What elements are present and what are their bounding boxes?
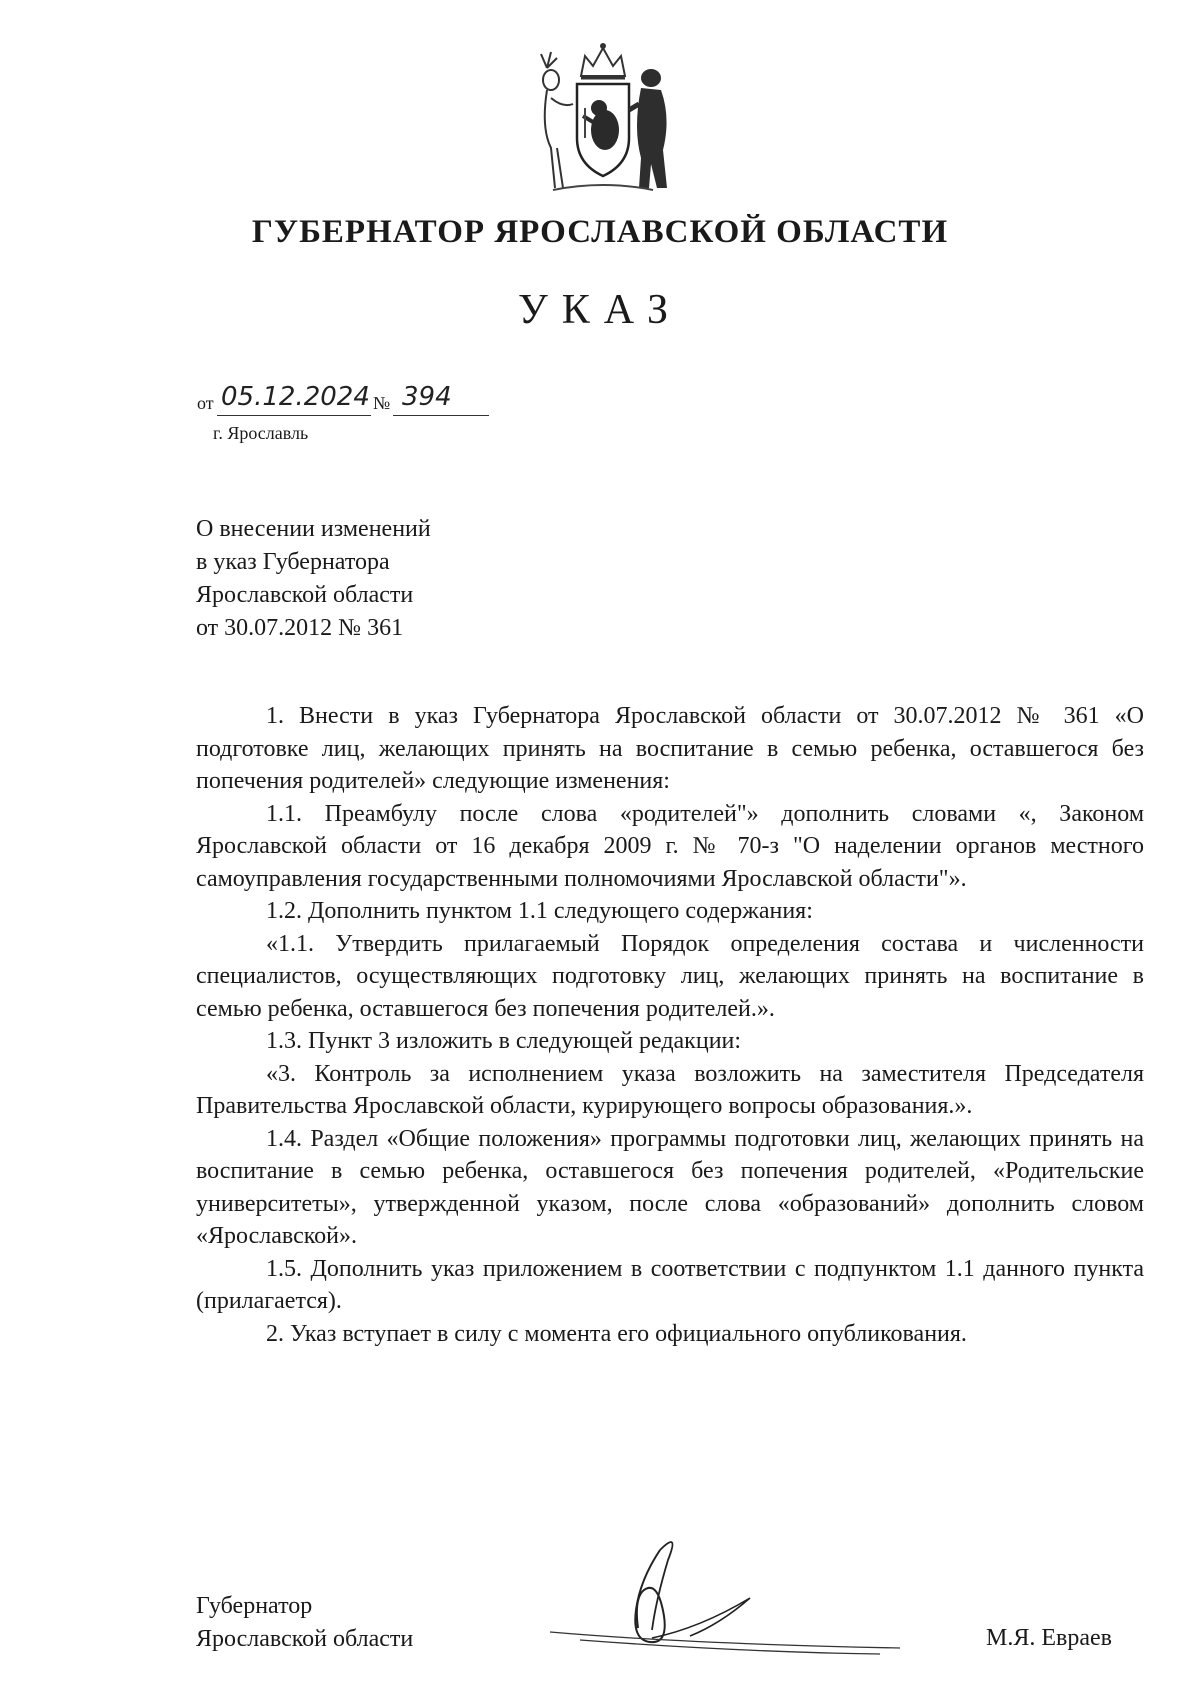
number-underline bbox=[393, 415, 489, 416]
position-line: Ярославской области bbox=[196, 1626, 414, 1652]
subject-block bbox=[196, 513, 431, 645]
body-paragraph: 2. Указ вступает в силу с момента его официального опубликования. bbox=[266, 1320, 967, 1347]
signatory-position bbox=[196, 1590, 413, 1656]
subject-line: от 30.07.2012 № 361 bbox=[196, 615, 404, 641]
coat-of-arms-icon bbox=[533, 38, 673, 198]
document-type: УКАЗ bbox=[517, 287, 683, 333]
number-prefix: № bbox=[373, 393, 391, 413]
handwritten-signature bbox=[540, 1520, 920, 1670]
subject-line: в указ Губернатора bbox=[196, 549, 390, 575]
date-prefix: от bbox=[197, 393, 214, 413]
number-value: 394 bbox=[402, 382, 452, 412]
subject-line: Ярославской области bbox=[196, 582, 414, 608]
subject-line: О внесении изменений bbox=[196, 516, 431, 542]
signatory-name: М.Я. Евраев bbox=[986, 1625, 1112, 1651]
date-underline bbox=[217, 415, 371, 416]
body-paragraph: 1.2. Дополнить пунктом 1.1 следующего содержания: bbox=[266, 898, 813, 924]
body-paragraph: 1.1. Преамбулу после слова «родителей"» дополнить словами «, Законом Ярославской области от 16 декабря 2009 г. № 70-з "О наделении органов местного самоуправления государственными полномочиями Ярославской области"». bbox=[196, 800, 1144, 892]
date-value: 05.12.2024 bbox=[221, 382, 370, 412]
body-paragraph: «1.1. Утвердить прилагаемый Порядок определения состава и численности специалистов, осуществляющих подготовку лиц, желающих принять на воспитание в семью ребенка, оставшегося без попечения родителей.». bbox=[196, 930, 1144, 1022]
document-body bbox=[196, 700, 1144, 1350]
position-line: Губернатор bbox=[196, 1593, 313, 1619]
body-paragraph: «3. Контроль за исполнением указа возложить на заместителя Председателя Правительства Ярославской области, курирующего вопросы образования.». bbox=[196, 1060, 1144, 1119]
body-paragraph: 1.5. Дополнить указ приложением в соответствии с подпунктом 1.1 данного пункта (прилагается). bbox=[196, 1255, 1144, 1314]
body-paragraph: 1. Внести в указ Губернатора Ярославской области от 30.07.2012 № 361 «О подготовке лиц, желающих принять на воспитание в семью ребенка, оставшегося без попечения родителей» следующие изменения: bbox=[196, 703, 1144, 794]
registration-line bbox=[197, 382, 557, 418]
city: г. Ярославль bbox=[213, 423, 309, 443]
issuer-title: ГУБЕРНАТОР ЯРОСЛАВСКОЙ ОБЛАСТИ bbox=[251, 214, 949, 250]
body-paragraph: 1.4. Раздел «Общие положения» программы подготовки лиц, желающих принять на воспитание в семью ребенка, оставшегося без попечения родителей, «Родительские университеты», утвержденной указом, после слова «образований» дополнить словом «Ярославской». bbox=[196, 1125, 1144, 1249]
body-paragraph: 1.3. Пункт 3 изложить в следующей редакции: bbox=[266, 1028, 742, 1054]
